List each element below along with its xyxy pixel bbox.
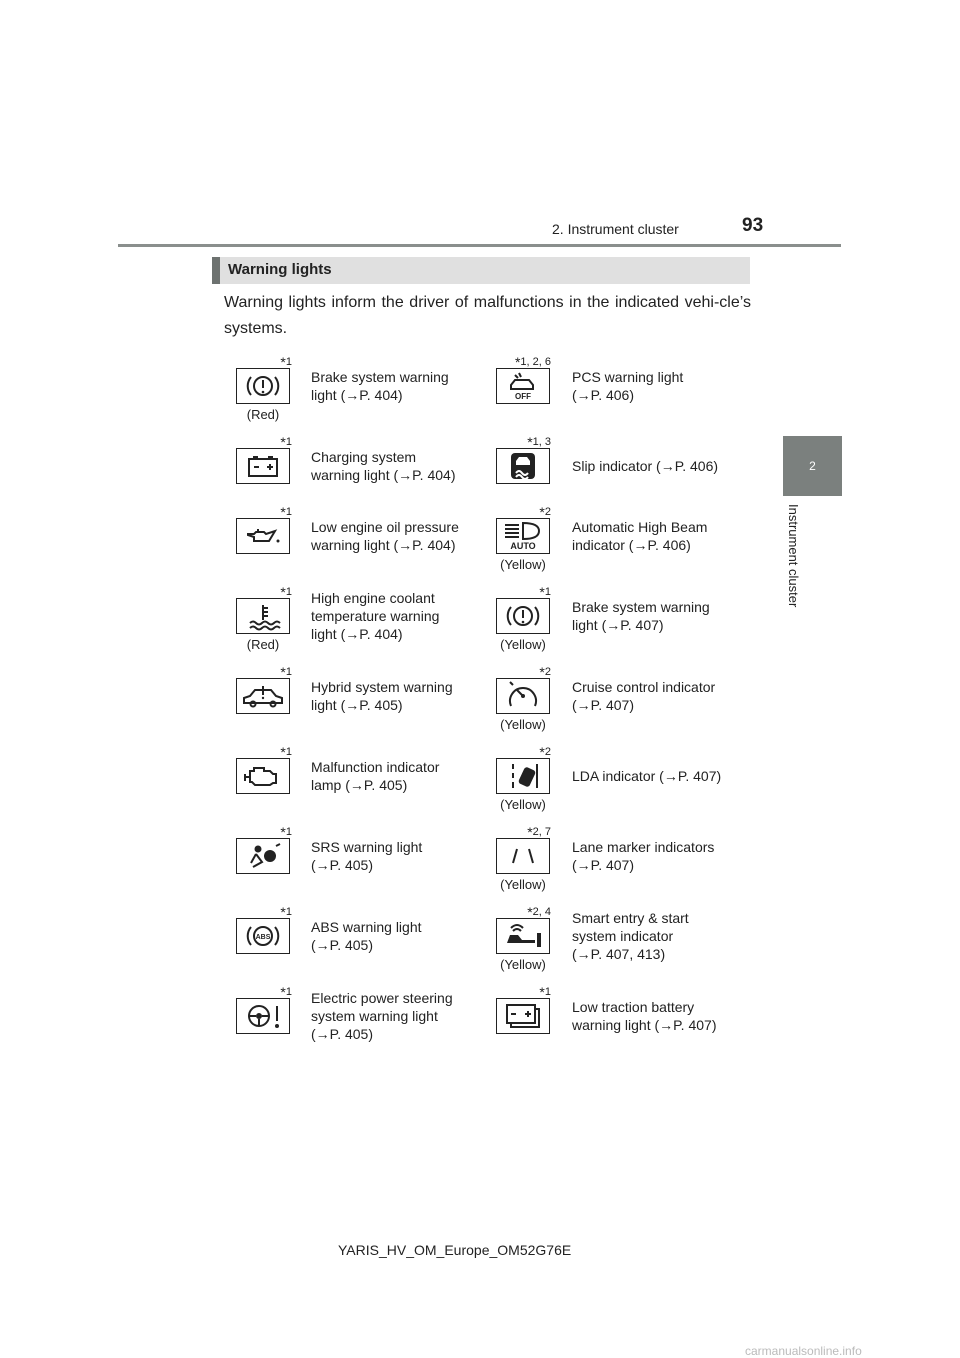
pcs-off-icon [499, 371, 547, 401]
svg-text:ABS: ABS [255, 934, 271, 941]
warning-light-icon-box [236, 598, 290, 634]
brake-warning-icon [239, 371, 287, 401]
description-line: Smart entry & start [572, 910, 689, 926]
description-line: (→P. 405) [311, 937, 373, 953]
description-line: system indicator [572, 928, 674, 944]
light-colour-label: (Red) [246, 407, 280, 422]
chapter-tab[interactable]: 2 [783, 436, 842, 496]
svg-text:AUTO: AUTO [510, 541, 536, 551]
warning-light-icon-box [496, 758, 550, 794]
light-colour-label: (Yellow) [500, 957, 546, 972]
warning-light-icon-box [236, 838, 290, 874]
description-line: light (→P. 407) [572, 617, 664, 633]
warning-light-icon-box [236, 918, 290, 954]
cruise-control-icon [499, 681, 547, 711]
watermark: carmanualsonline.info [745, 1344, 862, 1358]
light-colour-label: (Yellow) [500, 637, 546, 652]
description-line: warning light (→P. 404) [311, 467, 456, 483]
warning-light-description [311, 518, 486, 554]
warning-light-icon-box [236, 448, 290, 484]
warning-light-icon-box [496, 678, 550, 714]
footnote-marker: *1 [280, 984, 292, 1000]
description-line: Slip indicator (→P. 406) [572, 458, 719, 474]
chapter-tab-label: Instrument cluster [786, 504, 801, 608]
description-line: Electric power steering [311, 990, 453, 1006]
footnote-marker: *2 [539, 504, 551, 520]
svg-text:OFF: OFF [515, 392, 531, 401]
footnote-marker: *2 [539, 744, 551, 760]
airbag-icon [239, 841, 287, 871]
description-line: Brake system warning [311, 369, 449, 385]
warning-light-description [311, 589, 486, 643]
light-colour-label: (Yellow) [500, 797, 546, 812]
footnote-marker: *1 [280, 584, 292, 600]
warning-light-icon-box [236, 518, 290, 554]
footnote-marker: *2, 4 [527, 904, 551, 920]
description-line: light (→P. 404) [311, 626, 403, 642]
description-line: warning light (→P. 404) [311, 537, 456, 553]
section-intro: Warning lights inform the driver of malfunctions in the indicated vehi-cle’s systems. [224, 294, 751, 337]
description-line: (→P. 407) [572, 697, 634, 713]
footnote-marker: *1, 2, 6 [514, 354, 551, 370]
warning-light-icon-box [236, 368, 290, 404]
description-line: ABS warning light [311, 919, 422, 935]
warning-light-description [311, 838, 486, 874]
slip-indicator-icon [499, 451, 547, 481]
lda-icon [499, 761, 547, 791]
description-line: warning light (→P. 407) [572, 1017, 717, 1033]
warning-light-icon-box [496, 838, 550, 874]
description-line: system warning light [311, 1008, 438, 1024]
warning-light-description [572, 518, 747, 554]
warning-light-icon-box [236, 678, 290, 714]
description-line: lamp (→P. 405) [311, 777, 408, 793]
footnote-marker: *2, 7 [527, 824, 551, 840]
abs-icon [239, 921, 287, 951]
brake-warning-icon [499, 601, 547, 631]
footnote-marker: *1 [280, 434, 292, 450]
warning-light-icon-box [496, 368, 550, 404]
steering-warning-icon [239, 1001, 287, 1031]
light-colour-label: (Red) [246, 637, 280, 652]
warning-light-description [311, 758, 486, 794]
description-line: Charging system [311, 449, 417, 465]
description-line: (→P. 407, 413) [572, 946, 666, 962]
description-line: SRS warning light [311, 839, 423, 855]
footnote-marker: *1 [539, 984, 551, 1000]
footnote-marker: *1 [280, 504, 292, 520]
footnote-marker: *2 [539, 664, 551, 680]
warning-light-icon-box [236, 998, 290, 1034]
warning-light-description [311, 678, 486, 714]
oil-can-icon [239, 521, 287, 551]
description-line: (→P. 405) [311, 857, 373, 873]
light-colour-label: (Yellow) [500, 717, 546, 732]
warning-light-description [572, 678, 747, 714]
light-colour-label: (Yellow) [500, 557, 546, 572]
section-heading-bar [212, 257, 750, 284]
description-line: Cruise control indicator [572, 679, 716, 695]
warning-light-icon-box [496, 998, 550, 1034]
warning-light-description [311, 448, 486, 484]
coolant-temp-icon [239, 601, 287, 631]
description-line: Lane marker indicators [572, 839, 715, 855]
description-line: LDA indicator (→P. 407) [572, 768, 722, 784]
warning-light-description [311, 918, 486, 954]
light-colour-label: (Yellow) [500, 877, 546, 892]
footnote-marker: *1 [280, 824, 292, 840]
engine-icon [239, 761, 287, 791]
auto-high-beam-icon [499, 521, 547, 551]
description-line: (→P. 406) [572, 387, 634, 403]
warning-light-description [311, 989, 486, 1043]
document-code: YARIS_HV_OM_Europe_OM52G76E [338, 1242, 572, 1258]
lane-marker-icon [499, 841, 547, 871]
footnote-marker: *1 [280, 354, 292, 370]
description-line: Low traction battery [572, 999, 695, 1015]
footnote-marker: *1 [539, 584, 551, 600]
description-line: Malfunction indicator [311, 759, 440, 775]
warning-light-icon-box [496, 598, 550, 634]
warning-light-description [572, 457, 747, 475]
footnote-marker: *1, 3 [527, 434, 551, 450]
page-number: 93 [742, 215, 764, 236]
description-line: temperature warning [311, 608, 440, 624]
description-line: PCS warning light [572, 369, 684, 385]
warning-light-icon-box [496, 918, 550, 954]
battery-icon [239, 451, 287, 481]
description-line: Brake system warning [572, 599, 710, 615]
warning-light-description [572, 838, 747, 874]
footnote-marker: *1 [280, 664, 292, 680]
warning-light-icon-box [236, 758, 290, 794]
warning-light-description [311, 368, 486, 404]
warning-light-icon-box [496, 448, 550, 484]
description-line: indicator (→P. 406) [572, 537, 691, 553]
chapter-heading: 2. Instrument cluster [552, 221, 679, 237]
warning-light-description [572, 767, 747, 785]
description-line: light (→P. 405) [311, 697, 403, 713]
warning-light-description [572, 909, 747, 963]
footnote-marker: *1 [280, 744, 292, 760]
header-rule [118, 244, 841, 247]
description-line: Automatic High Beam [572, 519, 708, 535]
traction-battery-icon [499, 1001, 547, 1031]
description-line: Low engine oil pressure [311, 519, 459, 535]
description-line: (→P. 407) [572, 857, 634, 873]
description-line: light (→P. 404) [311, 387, 403, 403]
description-line: Hybrid system warning [311, 679, 453, 695]
description-line: (→P. 405) [311, 1026, 373, 1042]
hybrid-car-warning-icon [239, 681, 287, 711]
smart-key-icon [499, 921, 547, 951]
warning-light-icon-box [496, 518, 550, 554]
warning-light-description [572, 998, 747, 1034]
description-line: High engine coolant [311, 590, 435, 606]
warning-light-description [572, 598, 747, 634]
section-title: Warning lights [228, 261, 332, 278]
warning-light-description [572, 368, 747, 404]
footnote-marker: *1 [280, 904, 292, 920]
